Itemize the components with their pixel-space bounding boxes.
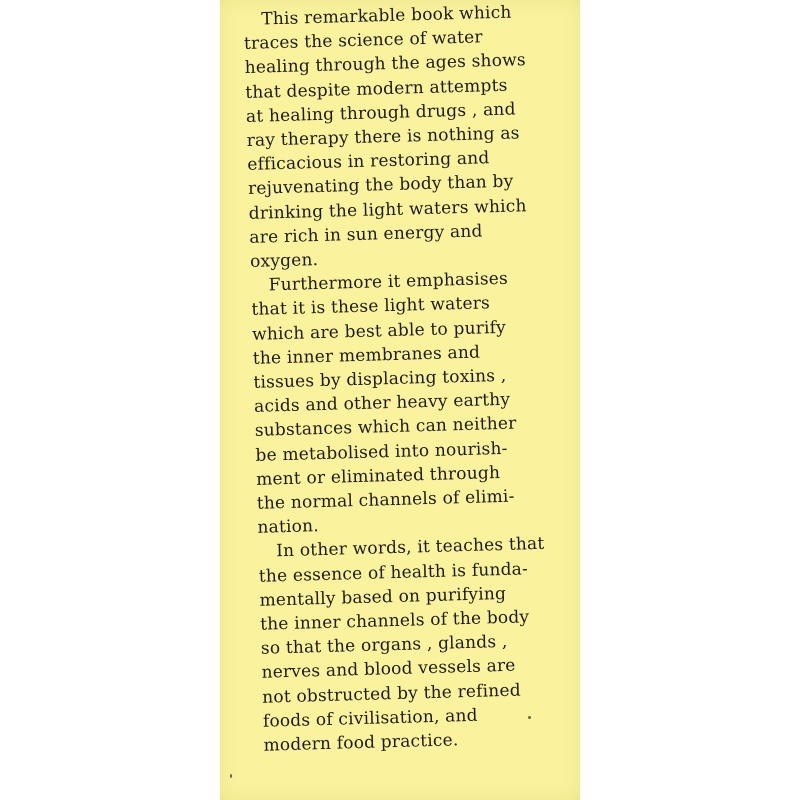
text-line: drinking the light waters which bbox=[248, 195, 527, 224]
text-line: modern food practice. bbox=[263, 730, 459, 756]
text-line: efficacious in restoring and bbox=[247, 148, 490, 176]
text-line: the inner membranes and bbox=[252, 342, 481, 369]
paragraph-1 bbox=[243, 0, 580, 274]
text-line: This remarkable book which bbox=[261, 2, 512, 30]
text-line: that despite modern attempts bbox=[245, 75, 508, 103]
text-line: traces the science of water bbox=[243, 27, 483, 55]
text-line: the inner channels of the body bbox=[259, 607, 530, 635]
text-line: the essence of health is funda- bbox=[258, 558, 529, 587]
text-line: tissues by displacing toxins , bbox=[253, 365, 507, 393]
text-line: ray therapy there is nothing as bbox=[246, 123, 520, 151]
text-line: are rich in sun energy and bbox=[249, 221, 483, 248]
text-line: acids and other heavy earthy bbox=[253, 389, 511, 418]
text-line: In other words, it teaches that bbox=[275, 534, 545, 562]
text-line: so that the organs , glands , bbox=[260, 632, 508, 660]
text-line: healing through the ages shows bbox=[244, 50, 527, 79]
text-line: substances which can neither bbox=[254, 413, 517, 442]
text-line: mentally based on purifying bbox=[259, 583, 507, 611]
text-line: oxygen. bbox=[249, 250, 319, 272]
text-line: nation. bbox=[257, 516, 320, 539]
book-blurb-text bbox=[243, 0, 594, 758]
text-line: be metabolised into nourish- bbox=[255, 438, 508, 466]
paragraph-3 bbox=[258, 531, 594, 758]
print-speck bbox=[230, 774, 232, 778]
text-line: ment or eliminated through bbox=[255, 462, 501, 490]
paragraph-2 bbox=[250, 265, 587, 540]
text-line: the normal channels of elimi- bbox=[256, 486, 515, 514]
text-line: at healing through drugs , and bbox=[245, 99, 516, 127]
text-line: that it is these light waters bbox=[251, 293, 491, 321]
text-line: rejuvenating the body than by bbox=[247, 171, 514, 200]
text-line: foods of civilisation, and bbox=[262, 705, 479, 732]
text-line: Furthermore it emphasises bbox=[268, 268, 509, 296]
text-line: which are best able to purify bbox=[251, 317, 507, 345]
text-line: nerves and blood vessels are bbox=[261, 656, 516, 684]
text-line: not obstructed by the refined bbox=[261, 680, 522, 708]
print-speck bbox=[528, 716, 531, 719]
